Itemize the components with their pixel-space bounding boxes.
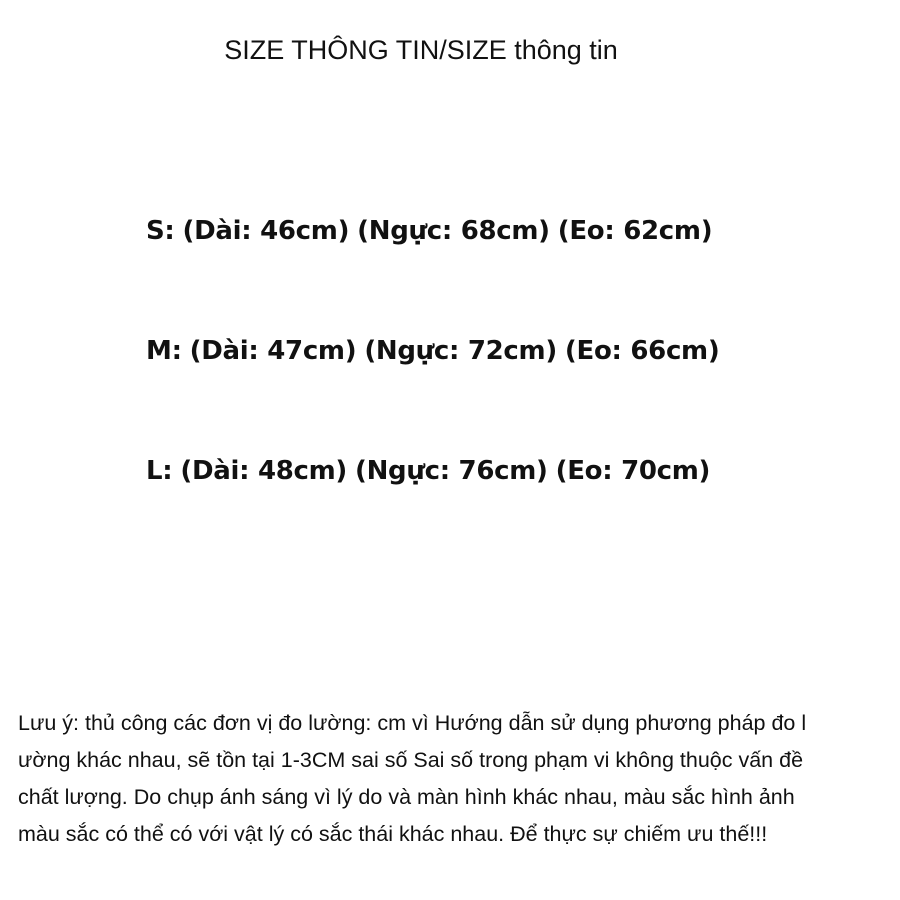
length-measure: (Dài: 46cm)	[182, 216, 350, 246]
chest-measure: (Ngực: 76cm)	[355, 456, 548, 486]
note-line: màu sắc có thể có với vật lý có sắc thái khác nhau. Để thực sự chiếm ưu thế!!!	[18, 822, 768, 846]
chest-measure: (Ngực: 68cm)	[357, 216, 550, 246]
length-measure: (Dài: 47cm)	[189, 336, 357, 366]
size-row-l	[146, 448, 866, 568]
waist-measure: (Eo: 70cm)	[555, 456, 711, 486]
note-line: chất lượng. Do chụp ánh sáng vì lý do và màn hình khác nhau, màu sắc hình ảnh	[18, 785, 795, 809]
size-label: S:	[146, 216, 175, 246]
note-line: ường khác nhau, sẽ tồn tại 1-3CM sai số Sai số trong phạm vi không thuộc vấn đề	[18, 748, 804, 772]
size-row-m	[146, 328, 866, 448]
size-chart	[146, 208, 866, 568]
chest-measure: (Ngực: 72cm)	[364, 336, 557, 366]
waist-measure: (Eo: 62cm)	[557, 216, 713, 246]
waist-measure: (Eo: 66cm)	[564, 336, 720, 366]
size-label: M:	[146, 336, 182, 366]
size-label: L:	[146, 456, 173, 486]
measurement-note	[18, 705, 884, 853]
note-line: Lưu ý: thủ công các đơn vị đo lường: cm vì Hướng dẫn sử dụng phương pháp đo l	[18, 711, 807, 735]
length-measure: (Dài: 48cm)	[180, 456, 348, 486]
page-title: SIZE THÔNG TIN/SIZE thông tin	[224, 35, 618, 65]
size-row-s	[146, 208, 866, 328]
